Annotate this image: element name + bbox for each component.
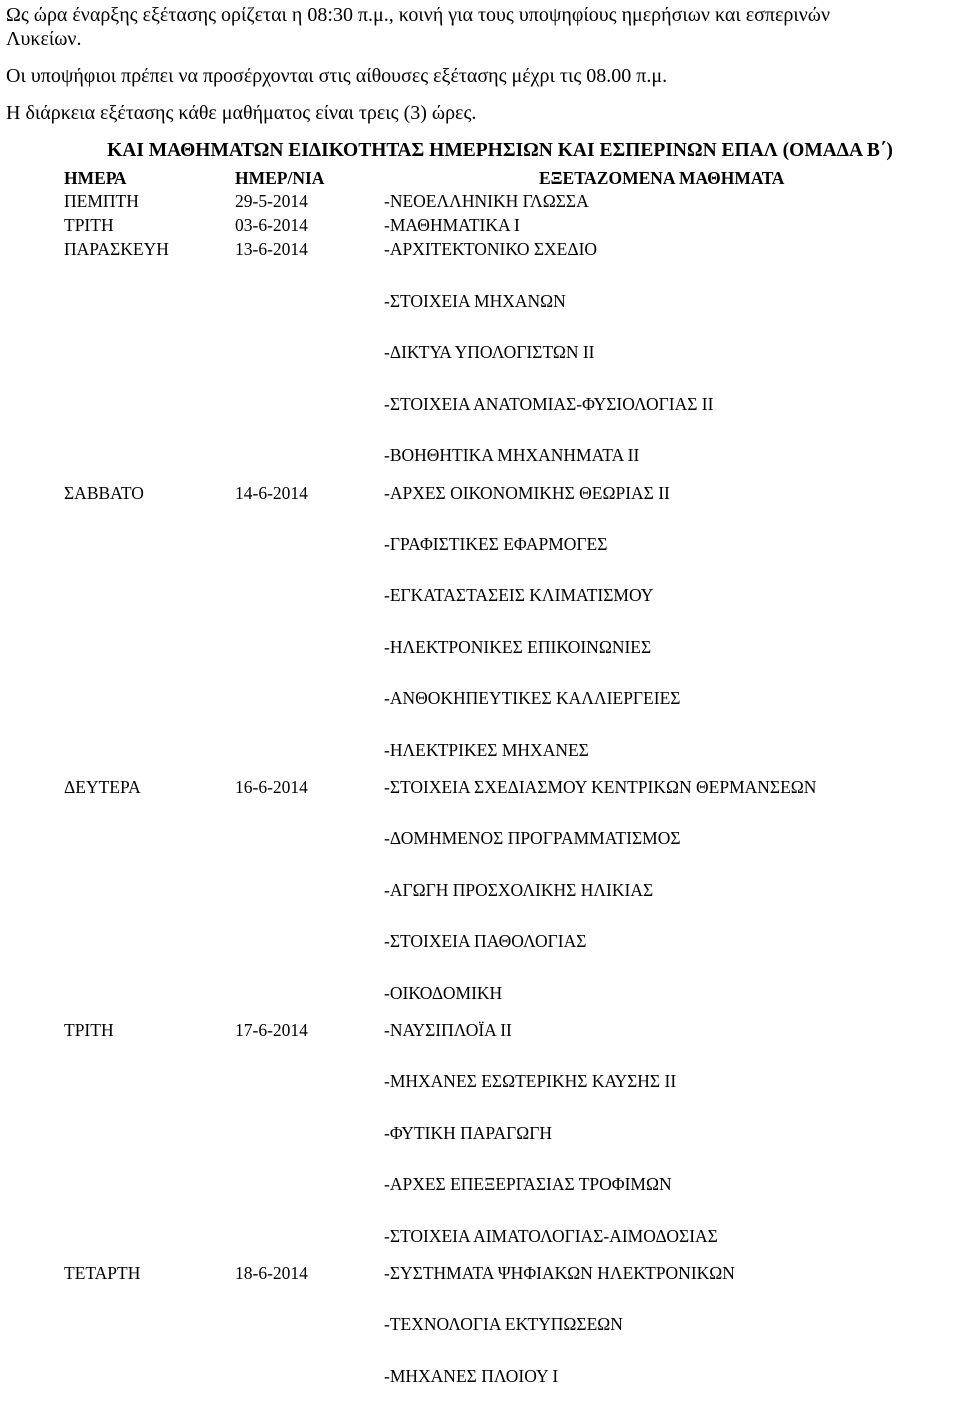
subject-item: -ΓΡΑΦΙΣΤΙΚΕΣ ΕΦΑΡΜΟΓΕΣ xyxy=(384,534,608,554)
day-cell: ΠΕΜΠΤΗ xyxy=(64,191,139,211)
subject-item: -ΑΡΧΕΣ ΟΙΚΟΝΟΜΙΚΗΣ ΘΕΩΡΙΑΣ ΙΙ xyxy=(384,483,670,503)
subject-item: -ΕΓΚΑΤΑΣΤΑΣΕΙΣ ΚΛΙΜΑΤΙΣΜΟΥ xyxy=(384,585,654,605)
subject-item: -ΑΝΘΟΚΗΠΕΥΤΙΚΕΣ ΚΑΛΛΙΕΡΓΕΙΕΣ xyxy=(384,688,681,708)
intro-line: Οι υποψήφιοι πρέπει να προσέρχονται στις αίθουσες εξέτασης μέχρι τις 08.00 π.μ. xyxy=(6,65,668,87)
subject-item: -ΒΟΗΘΗΤΙΚΑ ΜΗΧΑΝΗΜΑΤΑ ΙΙ xyxy=(384,445,640,465)
subject-item: -ΟΙΚΟΔΟΜΙΚΗ xyxy=(384,983,503,1003)
header-day: ΗΜΕΡΑ xyxy=(64,168,127,188)
table-title: ΚΑΙ ΜΑΘΗΜΑΤΩΝ ΕΙΔΙΚΟΤΗΤΑΣ ΗΜΕΡΗΣΙΩΝ ΚΑΙ ΕΣΠΕΡΙΝΩΝ ΕΠΑΛ (ΟΜΑΔΑ Β΄) xyxy=(107,140,893,161)
subject-item: -ΣΤΟΙΧΕΙΑ ΠΑΘΟΛΟΓΙΑΣ xyxy=(384,931,587,951)
subject-item: -ΣΤΟΙΧΕΙΑ ΜΗΧΑΝΩΝ xyxy=(384,291,566,311)
subject-item: -ΑΡΧΕΣ ΕΠΕΞΕΡΓΑΣΙΑΣ ΤΡΟΦΙΜΩΝ xyxy=(384,1174,672,1194)
intro-line: Λυκείων. xyxy=(6,28,82,50)
date-cell: 13-6-2014 xyxy=(235,239,308,259)
subject-item: -ΝΑΥΣΙΠΛΟΪΑ ΙΙ xyxy=(384,1020,512,1040)
date-cell: 29-5-2014 xyxy=(235,191,308,211)
header-date: ΗΜΕΡ/ΝΙΑ xyxy=(235,168,325,188)
date-cell: 18-6-2014 xyxy=(235,1263,308,1283)
date-cell: 17-6-2014 xyxy=(235,1020,308,1040)
day-cell: ΣΑΒΒΑΤΟ xyxy=(64,483,144,503)
subject-item: -ΜΗΧΑΝΕΣ ΕΣΩΤΕΡΙΚΗΣ ΚΑΥΣΗΣ ΙΙ xyxy=(384,1071,677,1091)
day-cell: ΔΕΥΤΕΡΑ xyxy=(64,777,141,797)
day-cell: ΠΑΡΑΣΚΕΥΗ xyxy=(64,239,169,259)
subject-item: -ΝΕΟΕΛΛΗΝΙΚΗ ΓΛΩΣΣΑ xyxy=(384,191,589,211)
subject-item: -ΗΛΕΚΤΡΟΝΙΚΕΣ ΕΠΙΚΟΙΝΩΝΙΕΣ xyxy=(384,637,652,657)
subject-item: -ΔΙΚΤΥΑ ΥΠΟΛΟΓΙΣΤΩΝ ΙΙ xyxy=(384,342,595,362)
subject-item: -ΗΛΕΚΤΡΙΚΕΣ ΜΗΧΑΝΕΣ xyxy=(384,740,589,760)
date-cell: 03-6-2014 xyxy=(235,215,308,235)
day-cell: ΤΡΙΤΗ xyxy=(64,1020,114,1040)
day-cell: ΤΡΙΤΗ xyxy=(64,215,114,235)
subject-item: -ΤΕΧΝΟΛΟΓΙΑ ΕΚΤΥΠΩΣΕΩΝ xyxy=(384,1314,623,1334)
intro-line: Η διάρκεια εξέτασης κάθε μαθήματος είναι τρεις (3) ώρες. xyxy=(6,102,477,124)
header-subjects: ΕΞΕΤΑΖΟΜΕΝΑ ΜΑΘΗΜΑΤΑ xyxy=(539,168,785,188)
intro-line: Ως ώρα έναρξης εξέτασης ορίζεται η 08:30 π.μ., κοινή για τους υποψηφίους ημερήσιων και εσπερινών xyxy=(6,4,831,26)
subject-item: -ΜΗΧΑΝΕΣ ΠΛΟΙΟΥ Ι xyxy=(384,1366,559,1386)
subject-item: -ΦΥΤΙΚΗ ΠΑΡΑΓΩΓΗ xyxy=(384,1123,553,1143)
subject-item: -ΣΤΟΙΧΕΙΑ ΑΙΜΑΤΟΛΟΓΙΑΣ-ΑΙΜΟΔΟΣΙΑΣ xyxy=(384,1226,718,1246)
subject-item: -ΔΟΜΗΜΕΝΟΣ ΠΡΟΓΡΑΜΜΑΤΙΣΜΟΣ xyxy=(384,828,681,848)
subject-item: -ΣΤΟΙΧΕΙΑ ΣΧΕΔΙΑΣΜΟΥ ΚΕΝΤΡΙΚΩΝ ΘΕΡΜΑΝΣΕΩΝ xyxy=(384,777,817,797)
date-cell: 14-6-2014 xyxy=(235,483,308,503)
subject-item: -ΑΡΧΙΤΕΚΤΟΝΙΚΟ ΣΧΕΔΙΟ xyxy=(384,239,598,259)
subject-item: -ΜΑΘΗΜΑΤΙΚΑ Ι xyxy=(384,215,520,235)
subject-item: -ΣΥΣΤΗΜΑΤΑ ΨΗΦΙΑΚΩΝ ΗΛΕΚΤΡΟΝΙΚΩΝ xyxy=(384,1263,735,1283)
subject-item: -ΑΓΩΓΗ ΠΡΟΣΧΟΛΙΚΗΣ ΗΛΙΚΙΑΣ xyxy=(384,880,654,900)
date-cell: 16-6-2014 xyxy=(235,777,308,797)
subject-item: -ΣΤΟΙΧΕΙΑ ΑΝΑΤΟΜΙΑΣ-ΦΥΣΙΟΛΟΓΙΑΣ ΙΙ xyxy=(384,394,714,414)
day-cell: ΤΕΤΑΡΤΗ xyxy=(64,1263,141,1283)
